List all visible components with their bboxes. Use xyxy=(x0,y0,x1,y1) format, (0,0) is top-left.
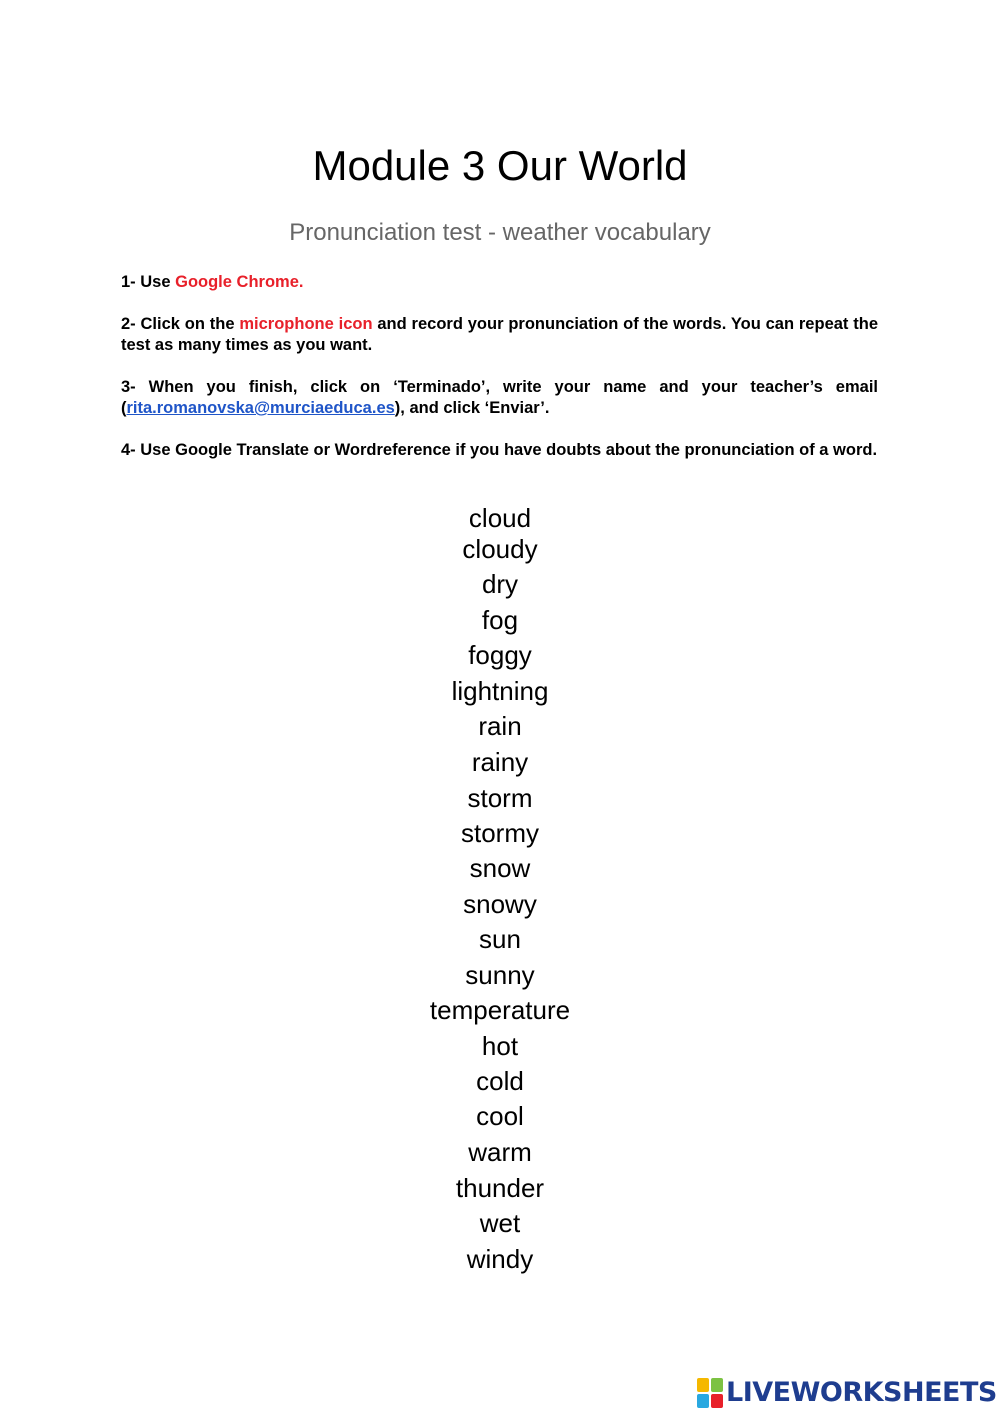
word-item: snow xyxy=(469,853,531,883)
word-item: cloudy xyxy=(462,534,538,564)
word-item: wet xyxy=(479,1208,521,1238)
word-item: rain xyxy=(478,711,522,741)
liveworksheets-logo-text: LIVEWORKSHEETS xyxy=(726,1377,997,1408)
word-item: sun xyxy=(479,924,521,954)
word-item: sunny xyxy=(465,960,535,990)
word-item: temperature xyxy=(429,995,571,1025)
word-item: stormy xyxy=(461,818,539,848)
instruction-1-highlight: Google Chrome. xyxy=(175,273,304,291)
word-item: foggy xyxy=(468,640,532,670)
instruction-3-prefix: 3- When you finish, click on ‘Terminado’, write your name and your teacher’s email ( xyxy=(121,378,878,417)
word-item: windy xyxy=(466,1244,534,1274)
word-item: cool xyxy=(476,1101,524,1131)
word-item: lightning xyxy=(451,676,549,706)
word-item: dry xyxy=(481,569,519,599)
liveworksheets-logo[interactable] xyxy=(697,1376,997,1410)
instruction-2-prefix: 2- Click on the xyxy=(121,315,240,333)
word-item: cold xyxy=(476,1066,524,1096)
word-item: warm xyxy=(468,1137,532,1167)
instruction-4-text: 4- Use Google Translate or Wordreference if you have doubts about the pronunciation of a word. xyxy=(121,441,878,459)
instruction-1-prefix: 1- Use xyxy=(121,273,176,291)
instruction-2-suffix: and record your pronunciation of the words. You can repeat the test as many times as you want. xyxy=(121,315,878,354)
word-item: fog xyxy=(481,605,519,635)
word-item: cloud xyxy=(468,503,532,533)
liveworksheets-logo-icon xyxy=(697,1378,723,1408)
instruction-2-highlight: microphone icon xyxy=(239,315,373,333)
word-item: thunder xyxy=(455,1173,545,1203)
word-item: storm xyxy=(467,783,533,813)
instructions xyxy=(121,272,878,482)
page-subtitle: Pronunciation test - weather vocabulary xyxy=(289,219,711,246)
word-item: rainy xyxy=(471,747,529,777)
instruction-4 xyxy=(121,440,878,461)
instruction-2 xyxy=(121,314,878,356)
teacher-email-link[interactable]: rita.romanovska@murciaeduca.es xyxy=(126,399,395,417)
instruction-1 xyxy=(121,272,878,293)
word-item: snowy xyxy=(463,889,537,919)
instruction-3-suffix: ), and click ‘Enviar’. xyxy=(394,399,550,417)
page-title: Module 3 Our World xyxy=(312,142,688,189)
instruction-3 xyxy=(121,377,878,419)
word-item: hot xyxy=(481,1031,519,1061)
